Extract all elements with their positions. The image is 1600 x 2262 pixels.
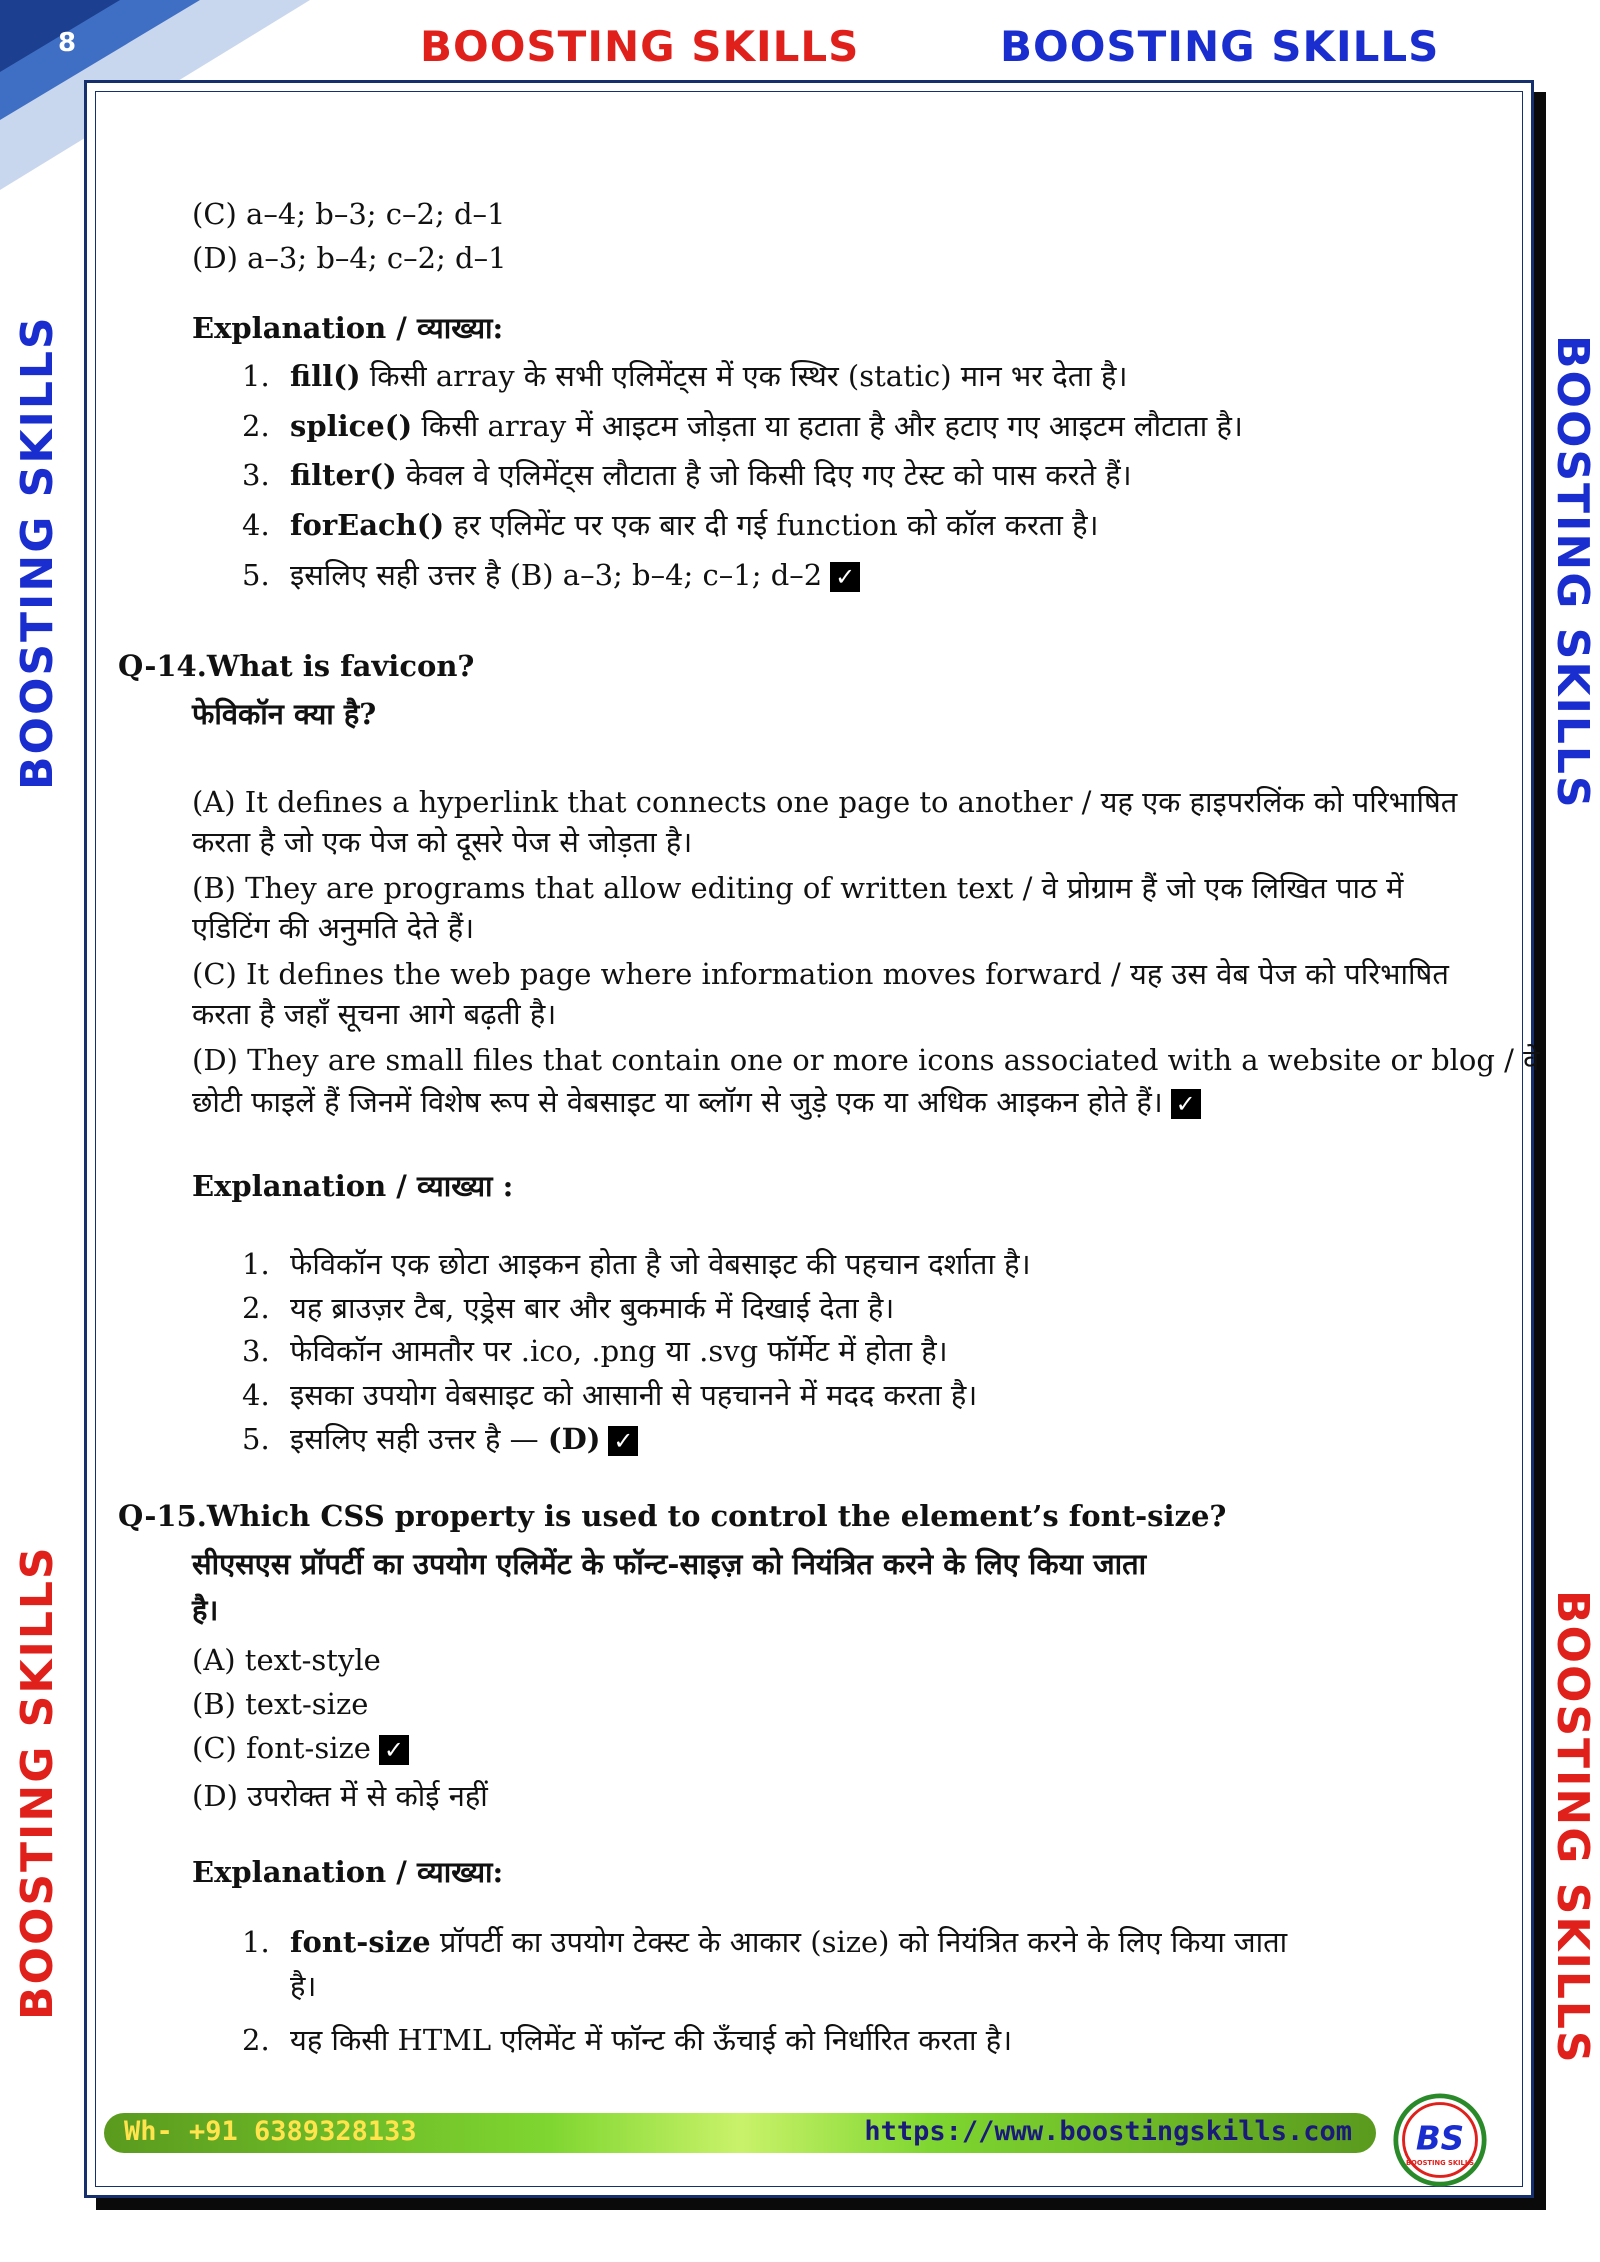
- q15-point-2: [242, 2020, 1012, 2060]
- q14-point-2: [242, 1288, 894, 1328]
- option-text: (C) font-size: [192, 1731, 371, 1765]
- q14-option-a-line1: (A) It defines a hyperlink that connects one page to another / यह एक हाइपरलिंक को परिभाषित: [192, 785, 1458, 819]
- side-label-right-bottom: BOOSTING SKILLS: [1547, 1590, 1598, 2065]
- list-number: 2.: [242, 1291, 270, 1325]
- list-number: 1.: [242, 359, 270, 393]
- point-text: यह ब्राउज़र टैब, एड्रेस बार और बुकमार्क में दिखाई देता है।: [290, 1291, 895, 1325]
- q14-option-c-line2: करता है जहाँ सूचना आगे बढ़ती है।: [192, 997, 557, 1031]
- q15-question-hindi-line2: है।: [192, 1593, 219, 1627]
- q14-option-a-line2: करता है जो एक पेज को दूसरे पेज से जोड़ता है।: [192, 825, 693, 859]
- point-text: फेविकॉन आमतौर पर .ico, .png या .svg फॉर्मेट में होता है।: [290, 1334, 948, 1368]
- point-text: फेविकॉन एक छोटा आइकन होता है जो वेबसाइट की पहचान दर्शाता है।: [290, 1247, 1031, 1281]
- method-name: fill(): [290, 359, 361, 393]
- list-number: 5.: [242, 1422, 270, 1456]
- check-icon: ✓: [379, 1735, 409, 1765]
- list-number: 4.: [242, 1378, 270, 1412]
- q14-point-3: [242, 1331, 948, 1371]
- method-name: filter(): [290, 458, 397, 492]
- q15-option-a: (A) text-style: [192, 1643, 381, 1677]
- brand-title-right: BOOSTING SKILLS: [1000, 22, 1440, 71]
- q15-question-english: Q-15.Which CSS property is used to control the element’s font-size?: [118, 1499, 1227, 1533]
- point-text: हर एलिमेंट पर एक बार दी गई function को कॉल करता है।: [444, 508, 1099, 542]
- footer-website-link[interactable]: https://www.boostingskills.com: [864, 2116, 1352, 2147]
- list-number: 3.: [242, 1334, 270, 1368]
- q13-point-2: [242, 406, 1243, 446]
- point-text: किसी array में आइटम जोड़ता या हटाता है और हटाए गए आइटम लौटाता है।: [412, 409, 1243, 443]
- logo-subtext: BOOSTING SKILLS: [1406, 2158, 1474, 2167]
- list-number: 2.: [242, 409, 270, 443]
- q13-point-5: [242, 555, 860, 595]
- q15-question-hindi-line1: सीएसएस प्रॉपर्टी का उपयोग एलिमेंट के फॉन्ट-साइज़ को नियंत्रित करने के लिए किया जाता: [192, 1547, 1147, 1581]
- point-text: केवल वे एलिमेंट्स लौटाता है जो किसी दिए गए टेस्ट को पास करते हैं।: [396, 458, 1132, 492]
- point-text: यह किसी HTML एलिमेंट में फॉन्ट की ऊँचाई को निर्धारित करता है।: [290, 2023, 1013, 2057]
- option-text: छोटी फाइलें हैं जिनमें विशेष रूप से वेबसाइट या ब्लॉग से जुड़े एक या अधिक आइकन होते हैं।: [192, 1085, 1163, 1119]
- list-number: 3.: [242, 458, 270, 492]
- check-icon: ✓: [608, 1426, 638, 1456]
- q14-option-c-line1: (C) It defines the web page where information moves forward / यह उस वेब पेज को परिभाषित: [192, 957, 1449, 991]
- q15-explanation-heading: Explanation / व्याख्या:: [192, 1855, 504, 1889]
- q15-point-1-line1: [242, 1922, 1287, 1962]
- q14-option-b-line2: एडिटिंग की अनुमति देते हैं।: [192, 911, 475, 945]
- q15-point-1-line2: है।: [290, 1969, 317, 2003]
- q14-question-english: Q-14.What is favicon?: [118, 649, 475, 683]
- q14-point-5: [242, 1419, 638, 1459]
- check-icon: ✓: [830, 562, 860, 592]
- list-number: 4.: [242, 508, 270, 542]
- q14-option-d-line2: [192, 1082, 1201, 1122]
- method-name: forEach(): [290, 508, 445, 542]
- q13-option-c: (C) a–4; b–3; c–2; d–1: [192, 197, 506, 231]
- property-name: font-size: [290, 1925, 431, 1959]
- point-text: किसी array के सभी एलिमेंट्स में एक स्थिर (static) मान भर देता है।: [360, 359, 1128, 393]
- footer-whatsapp-number[interactable]: Wh- +91 6389328133: [124, 2116, 417, 2147]
- q14-point-4: [242, 1375, 977, 1415]
- side-label-left-top: BOOSTING SKILLS: [12, 315, 63, 790]
- list-number: 1.: [242, 1247, 270, 1281]
- q14-option-b-line1: (B) They are programs that allow editing of written text / वे प्रोग्राम हैं जो एक लिखित पाठ में: [192, 871, 1404, 905]
- q15-option-d: (D) उपरोक्त में से कोई नहीं: [192, 1779, 488, 1813]
- q13-point-4: [242, 505, 1098, 545]
- point-text: इसका उपयोग वेबसाइट को आसानी से पहचानने में मदद करता है।: [290, 1378, 978, 1412]
- q13-explanation-heading: Explanation / व्याख्या:: [192, 311, 504, 345]
- brand-logo-icon: [1392, 2092, 1488, 2188]
- q14-point-1: [242, 1244, 1031, 1284]
- q14-question-hindi: फेविकॉन क्या है?: [192, 697, 377, 731]
- list-number: 1.: [242, 1925, 270, 1959]
- logo-text: BS: [1415, 2119, 1465, 2158]
- list-number: 5.: [242, 558, 270, 592]
- side-label-left-bottom: BOOSTING SKILLS: [12, 1545, 63, 2020]
- q14-option-d-line1: (D) They are small files that contain one or more icons associated with a website or blog / वे: [192, 1043, 1540, 1077]
- q15-option-c: [192, 1728, 409, 1768]
- q14-explanation-heading: Explanation / व्याख्या :: [192, 1169, 514, 1203]
- point-text: इसलिए सही उत्तर है (B) a–3; b–4; c–1; d–2: [290, 558, 823, 592]
- method-name: splice(): [290, 409, 413, 443]
- point-text: प्रॉपर्टी का उपयोग टेक्स्ट के आकार (size) को नियंत्रित करने के लिए किया जाता: [430, 1925, 1288, 1959]
- page-number: 8: [58, 28, 77, 58]
- q15-option-b: (B) text-size: [192, 1687, 369, 1721]
- q13-point-3: [242, 455, 1132, 495]
- brand-title-left: BOOSTING SKILLS: [420, 22, 860, 71]
- side-label-right-top: BOOSTING SKILLS: [1547, 335, 1598, 810]
- list-number: 2.: [242, 2023, 270, 2057]
- q13-option-d: (D) a–3; b–4; c–2; d–1: [192, 241, 507, 275]
- check-icon: ✓: [1171, 1089, 1201, 1119]
- answer-letter: (D): [547, 1422, 601, 1456]
- point-text: इसलिए सही उत्तर है —: [290, 1422, 548, 1456]
- q13-point-1: [242, 356, 1127, 396]
